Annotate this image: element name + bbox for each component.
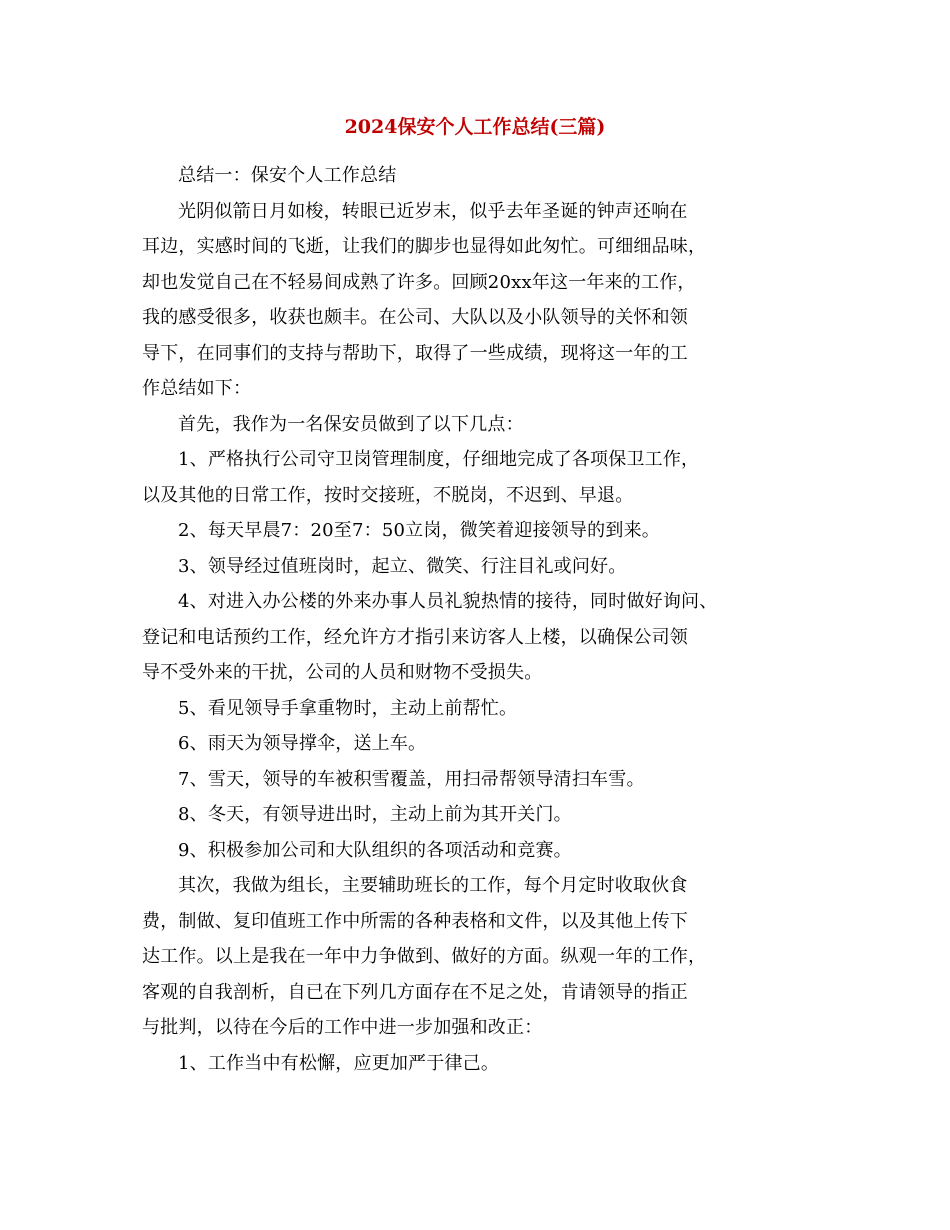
text-line: 光阴似箭日月如梭，转眼已近岁末，似乎去年圣诞的钟声还响在: [178, 200, 688, 222]
text-line: 8、冬天，有领导进出时，主动上前为其开关门。: [178, 804, 572, 825]
text-line: 导下，在同事们的支持与帮助下，取得了一些成绩，现将这一年的工: [142, 342, 688, 364]
text-line: 5、看见领导手拿重物时，主动上前帮忙。: [178, 697, 518, 719]
text-line: 耳边，实感时间的飞逝，让我们的脚步也显得如此匆忙。可细细品味，: [142, 236, 707, 257]
text-line: 首先，我作为一名保安员做到了以下几点：: [178, 413, 524, 435]
document-title: 2024保安个人工作总结(三篇): [344, 116, 606, 138]
text-line: 与批判，以待在今后的工作中进一步加强和改正：: [142, 1017, 543, 1038]
text-line: 登记和电话预约工作，经允许方才指引来访客人上楼，以确保公司领: [142, 626, 688, 648]
text-line: 6、雨天为领导撑伞，送上车。: [178, 733, 427, 754]
paragraph: [142, 584, 822, 691]
paragraph: [142, 1046, 822, 1082]
text-line: 客观的自我剖析，自已在下列几方面存在不足之处，肯请领导的指正: [142, 981, 688, 1003]
text-line: 3、领导经过值班岗时，起立、微笑、行注目礼或问好。: [178, 555, 627, 577]
paragraph: [142, 691, 822, 727]
text-line: 1、严格执行公司守卫岗管理制度，仔细地完成了各项保卫工作，: [178, 449, 700, 470]
paragraph: [142, 158, 822, 194]
paragraph: [142, 797, 822, 833]
text-line: 9、积极参加公司和大队组织的各项活动和竞赛。: [178, 839, 572, 861]
document-body: [142, 158, 822, 1081]
paragraph: [142, 726, 822, 762]
text-line: 其次，我做为组长，主要辅助班长的工作，每个月定时收取伙食: [178, 875, 688, 896]
text-line: 以及其他的日常工作，按时交接班，不脱岗，不迟到、早退。: [142, 484, 634, 506]
paragraph: [142, 407, 822, 443]
text-line: 作总结如下：: [142, 378, 252, 399]
paragraph: [142, 762, 822, 798]
text-line: 4、对进入办公楼的外来办事人员礼貌热情的接待，同时做好询问、: [178, 591, 718, 612]
text-line: 却也发觉自己在不轻易间成熟了许多。回顾20xx年这一年来的工作，: [142, 271, 696, 293]
text-line: 费，制做、复印值班工作中所需的各种表格和文件，以及其他上传下: [142, 910, 688, 932]
paragraph: [142, 194, 822, 407]
text-line: 我的感受很多，收获也颇丰。在公司、大队以及小队领导的关怀和领: [142, 307, 688, 328]
text-line: 总结一：保安个人工作总结: [178, 165, 397, 186]
text-line: 2、每天早晨7：20至7：50立岗，微笑着迎接领导的到来。: [178, 520, 660, 541]
paragraph: [142, 833, 822, 869]
text-line: 导不受外来的干扰，公司的人员和财物不受损失。: [142, 662, 543, 683]
paragraph: [142, 442, 822, 513]
text-line: 7、雪天，领导的车被积雪覆盖，用扫帚帮领导清扫车雪。: [178, 768, 645, 790]
text-line: 达工作。以上是我在一年中力争做到、做好的方面。纵观一年的工作，: [142, 946, 707, 967]
text-line: 1、工作当中有松懈，应更加严于律己。: [178, 1052, 500, 1074]
paragraph: [142, 868, 822, 1046]
paragraph: [142, 513, 822, 549]
paragraph: [142, 549, 822, 585]
